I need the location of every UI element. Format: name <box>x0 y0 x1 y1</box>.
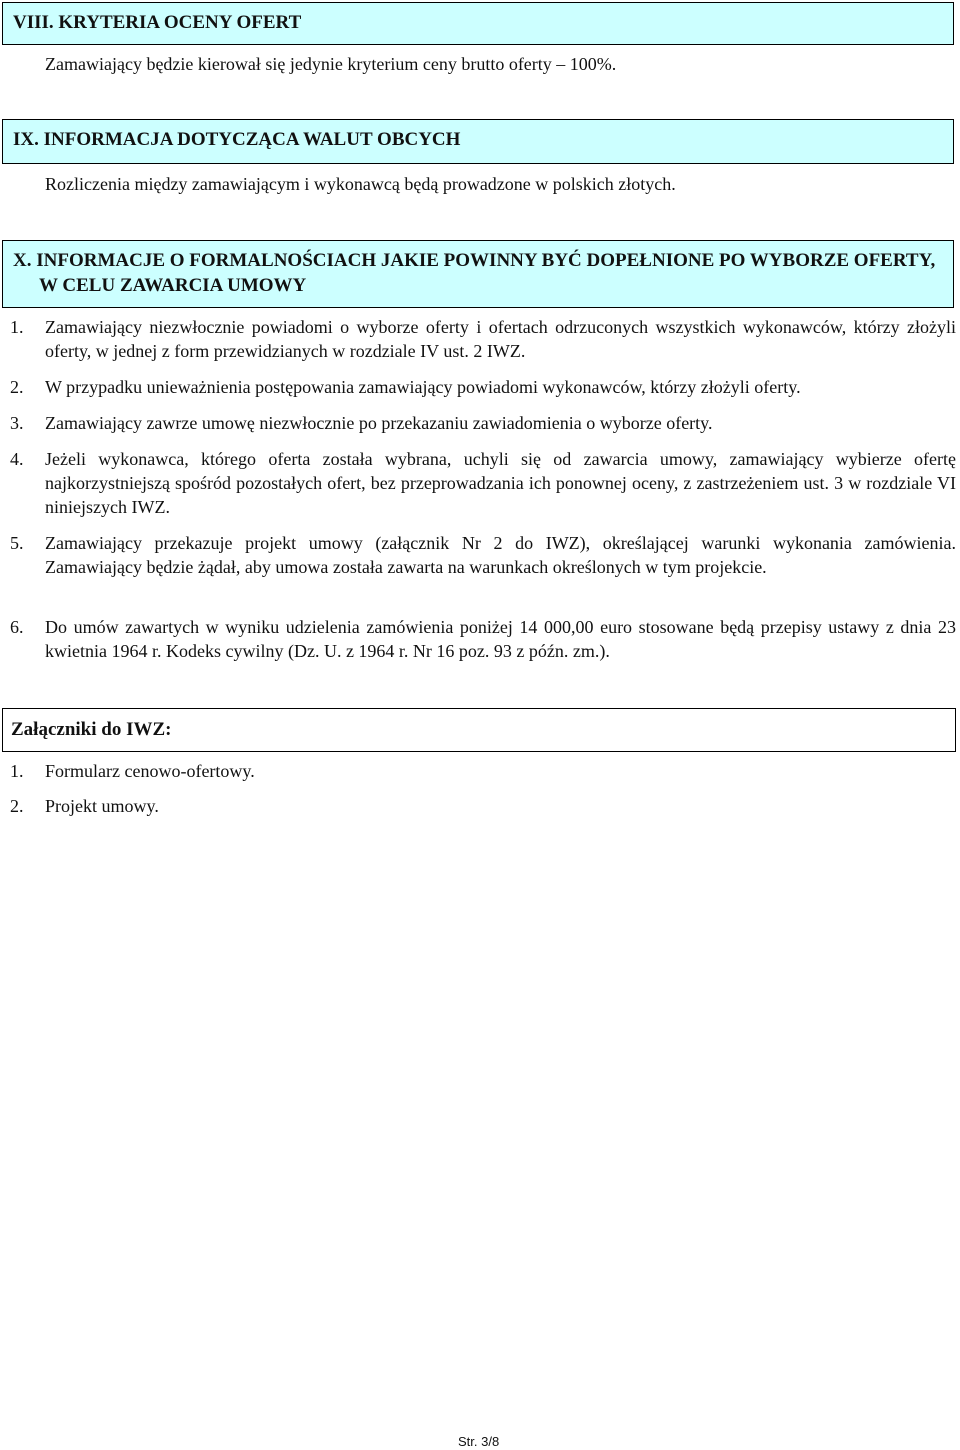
section-viii-body: Zamawiający będzie kierował się jedynie kryterium ceny brutto oferty – 100%. <box>45 54 617 74</box>
list-item <box>10 759 956 783</box>
page-number: Str. 3/8 <box>458 1434 500 1449</box>
list-item-text: W przypadku unieważnienia postępowania zamawiający powiadomi wykonawców, którzy złożyli oferty. <box>45 377 801 397</box>
list-item-text: Jeżeli wykonawca, którego oferta została wybrana, uchyli się od zawarcia umowy, zamawiający wybierze ofertę najkorzystniejszą spośród pozostałych ofert, bez przeprowadzania ich ponownej oceny, z zastrzeżeniem ust. 3 w rozdziale VI niniejszych IWZ. <box>45 449 956 517</box>
section-ix-heading-box <box>2 119 954 164</box>
section-ix-heading: IX. INFORMACJA DOTYCZĄCA WALUT OBCYCH <box>13 129 461 150</box>
list-item-text: Zamawiający niezwłocznie powiadomi o wyborze oferty i ofertach odrzuconych wszystkich wykonawców, którzy złożyli oferty, w jednej z form przewidzianych w rozdziale IV ust. 2 IWZ. <box>45 317 956 361</box>
list-item-number: 3. <box>10 413 24 433</box>
list-item-number: 1. <box>10 761 24 781</box>
list-item-text: Zamawiający zawrze umowę niezwłocznie po przekazaniu zawiadomienia o wyborze oferty. <box>45 413 713 433</box>
section-viii-heading-box <box>2 2 954 45</box>
list-item-number: 5. <box>10 533 24 553</box>
list-item-text: Projekt umowy. <box>45 796 159 816</box>
section-x-heading: X. INFORMACJE O FORMALNOŚCIACH JAKIE POWINNY BYĆ DOPEŁNIONE PO WYBORZE OFERTY, W CELU ZAWARCIA UMOWY <box>13 250 936 296</box>
list-item-text: Formularz cenowo-ofertowy. <box>45 761 255 781</box>
list-item-text: Zamawiający przekazuje projekt umowy (załącznik Nr 2 do IWZ), określającej warunki wykonania zamówienia. Zamawiający będzie żądał, aby umowa została zawarta na warunkach określonych w tym projekcie. <box>45 533 956 577</box>
list-item <box>10 531 956 579</box>
list-item <box>10 615 956 663</box>
list-item-text: Do umów zawartych w wyniku udzielenia zamówienia poniżej 14 000,00 euro stosowane będą przepisy ustawy z dnia 23 kwietnia 1964 r. Kodeks cywilny (Dz. U. z 1964 r. Nr 16 poz. 93 z późn. zm.). <box>45 617 956 661</box>
list-item-number: 4. <box>10 449 24 469</box>
list-item <box>10 375 956 399</box>
list-item <box>10 411 956 435</box>
list-item <box>10 794 956 818</box>
section-viii-heading: VIII. KRYTERIA OCENY OFERT <box>13 12 302 33</box>
list-item-number: 6. <box>10 617 24 637</box>
list-item <box>10 315 956 363</box>
annexes-heading: Załączniki do IWZ: <box>2 708 956 752</box>
list-item <box>10 447 956 519</box>
section-ix-body: Rozliczenia między zamawiającym i wykonawcą będą prowadzone w polskich złotych. <box>45 174 676 194</box>
section-x-heading-box <box>2 240 954 308</box>
list-item-number: 1. <box>10 317 24 337</box>
list-item-number: 2. <box>10 377 24 397</box>
list-item-number: 2. <box>10 796 24 816</box>
